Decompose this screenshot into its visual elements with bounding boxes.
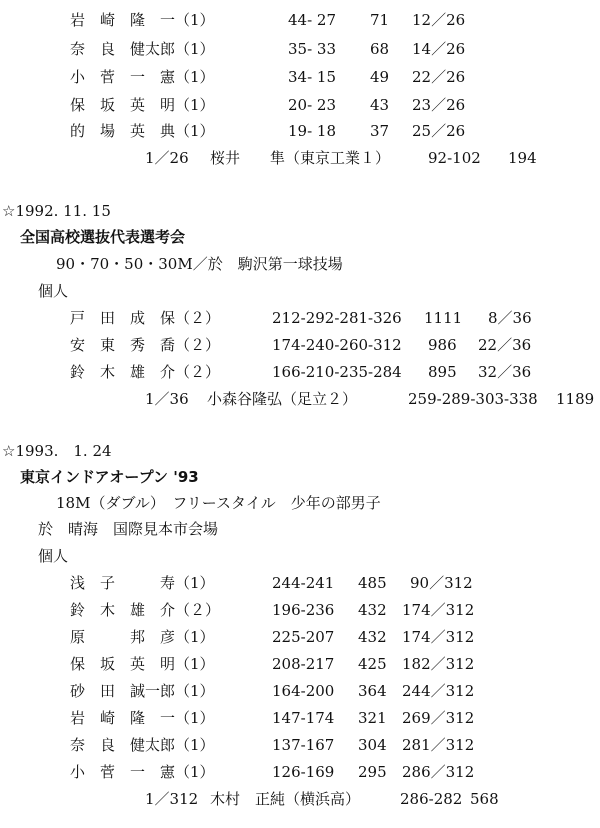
event-detail: 90・70・50・30M／於 駒沢第一球技場 bbox=[56, 255, 343, 273]
event-venue: 於 晴海 国際見本市会場 bbox=[38, 520, 219, 538]
result-scores: 166-210-235-284 bbox=[272, 363, 402, 381]
result-rank: 182／312 bbox=[402, 655, 475, 673]
result-rank: 90／312 bbox=[410, 574, 473, 592]
result-total: 37 bbox=[370, 122, 390, 140]
result-name: 奈 良 健太郎（1） bbox=[70, 40, 215, 58]
result-rank: 12／26 bbox=[412, 11, 466, 29]
result-name: 岩 崎 隆 一（1） bbox=[70, 709, 215, 727]
result-total: 425 bbox=[358, 655, 387, 673]
result-rank: 14／26 bbox=[412, 40, 466, 58]
winner-total: 1189 bbox=[556, 390, 595, 408]
result-scores: 20- 23 bbox=[288, 96, 337, 114]
result-rank: 244／312 bbox=[402, 682, 475, 700]
result-name: 原 邦 彦（1） bbox=[70, 628, 215, 646]
result-name: 奈 良 健太郎（1） bbox=[70, 736, 215, 754]
result-scores: 34- 15 bbox=[288, 68, 337, 86]
result-total: 49 bbox=[370, 68, 390, 86]
winner-name: 木村 正純（横浜高） bbox=[210, 790, 361, 808]
result-rank: 286／312 bbox=[402, 763, 475, 781]
result-total: 43 bbox=[370, 96, 390, 114]
result-rank: 25／26 bbox=[412, 122, 466, 140]
winner-scores: 92-102 bbox=[428, 149, 481, 167]
winner-rank: 1／312 bbox=[145, 790, 199, 808]
result-rank: 269／312 bbox=[402, 709, 475, 727]
result-total: 304 bbox=[358, 736, 387, 754]
winner-rank: 1／26 bbox=[145, 149, 189, 167]
result-scores: 35- 33 bbox=[288, 40, 337, 58]
result-scores: 44- 27 bbox=[288, 11, 337, 29]
result-total: 432 bbox=[358, 628, 387, 646]
result-name: 的 場 英 典（1） bbox=[70, 122, 215, 140]
result-rank: 174／312 bbox=[402, 628, 475, 646]
result-scores: 137-167 bbox=[272, 736, 335, 754]
winner-rank: 1／36 bbox=[145, 390, 189, 408]
result-name: 小 菅 一 憲（1） bbox=[70, 68, 215, 86]
result-scores: 225-207 bbox=[272, 628, 335, 646]
section-label: 個人 bbox=[38, 547, 69, 565]
winner-name: 小森谷隆弘（足立２） bbox=[207, 390, 358, 408]
result-total: 986 bbox=[428, 336, 457, 354]
winner-total: 568 bbox=[470, 790, 499, 808]
event-date: ☆1992. 11. 15 bbox=[2, 202, 111, 220]
result-scores: 126-169 bbox=[272, 763, 335, 781]
result-name: 砂 田 誠一郎（1） bbox=[70, 682, 215, 700]
section-label: 個人 bbox=[38, 282, 69, 300]
result-scores: 244-241 bbox=[272, 574, 335, 592]
result-total: 895 bbox=[428, 363, 457, 381]
winner-name: 桜井 隼（東京工業１） bbox=[210, 149, 391, 167]
result-scores: 196-236 bbox=[272, 601, 335, 619]
result-total: 485 bbox=[358, 574, 387, 592]
event-date: ☆1993. 1. 24 bbox=[2, 442, 112, 460]
result-scores: 208-217 bbox=[272, 655, 335, 673]
result-scores: 174-240-260-312 bbox=[272, 336, 402, 354]
result-rank: 8／36 bbox=[488, 309, 532, 327]
event-detail: 18M（ダブル） フリースタイル 少年の部男子 bbox=[56, 494, 381, 512]
winner-scores: 259-289-303-338 bbox=[408, 390, 538, 408]
result-name: 鈴 木 雄 介（２） bbox=[70, 601, 221, 619]
result-scores: 147-174 bbox=[272, 709, 335, 727]
result-rank: 22／26 bbox=[412, 68, 466, 86]
result-name: 鈴 木 雄 介（２） bbox=[70, 363, 221, 381]
result-name: 岩 崎 隆 一（1） bbox=[70, 11, 215, 29]
result-name: 安 東 秀 喬（２） bbox=[70, 336, 221, 354]
event-title: 東京インドアオープン '93 bbox=[20, 468, 199, 486]
result-rank: 32／36 bbox=[478, 363, 532, 381]
result-scores: 212-292-281-326 bbox=[272, 309, 402, 327]
result-rank: 174／312 bbox=[402, 601, 475, 619]
result-total: 364 bbox=[358, 682, 387, 700]
result-scores: 19- 18 bbox=[288, 122, 337, 140]
result-total: 71 bbox=[370, 11, 390, 29]
result-name: 戸 田 成 保（２） bbox=[70, 309, 221, 327]
result-rank: 281／312 bbox=[402, 736, 475, 754]
result-rank: 23／26 bbox=[412, 96, 466, 114]
result-total: 321 bbox=[358, 709, 387, 727]
result-total: 295 bbox=[358, 763, 387, 781]
result-name: 小 菅 一 憲（1） bbox=[70, 763, 215, 781]
result-total: 68 bbox=[370, 40, 390, 58]
result-name: 浅 子 寿（1） bbox=[70, 574, 215, 592]
result-name: 保 坂 英 明（1） bbox=[70, 655, 215, 673]
result-total: 432 bbox=[358, 601, 387, 619]
result-name: 保 坂 英 明（1） bbox=[70, 96, 215, 114]
event-title: 全国高校選抜代表選考会 bbox=[20, 228, 186, 246]
winner-total: 194 bbox=[508, 149, 537, 167]
result-total: 1111 bbox=[424, 309, 463, 327]
result-scores: 164-200 bbox=[272, 682, 335, 700]
winner-scores: 286-282 bbox=[400, 790, 463, 808]
result-rank: 22／36 bbox=[478, 336, 532, 354]
